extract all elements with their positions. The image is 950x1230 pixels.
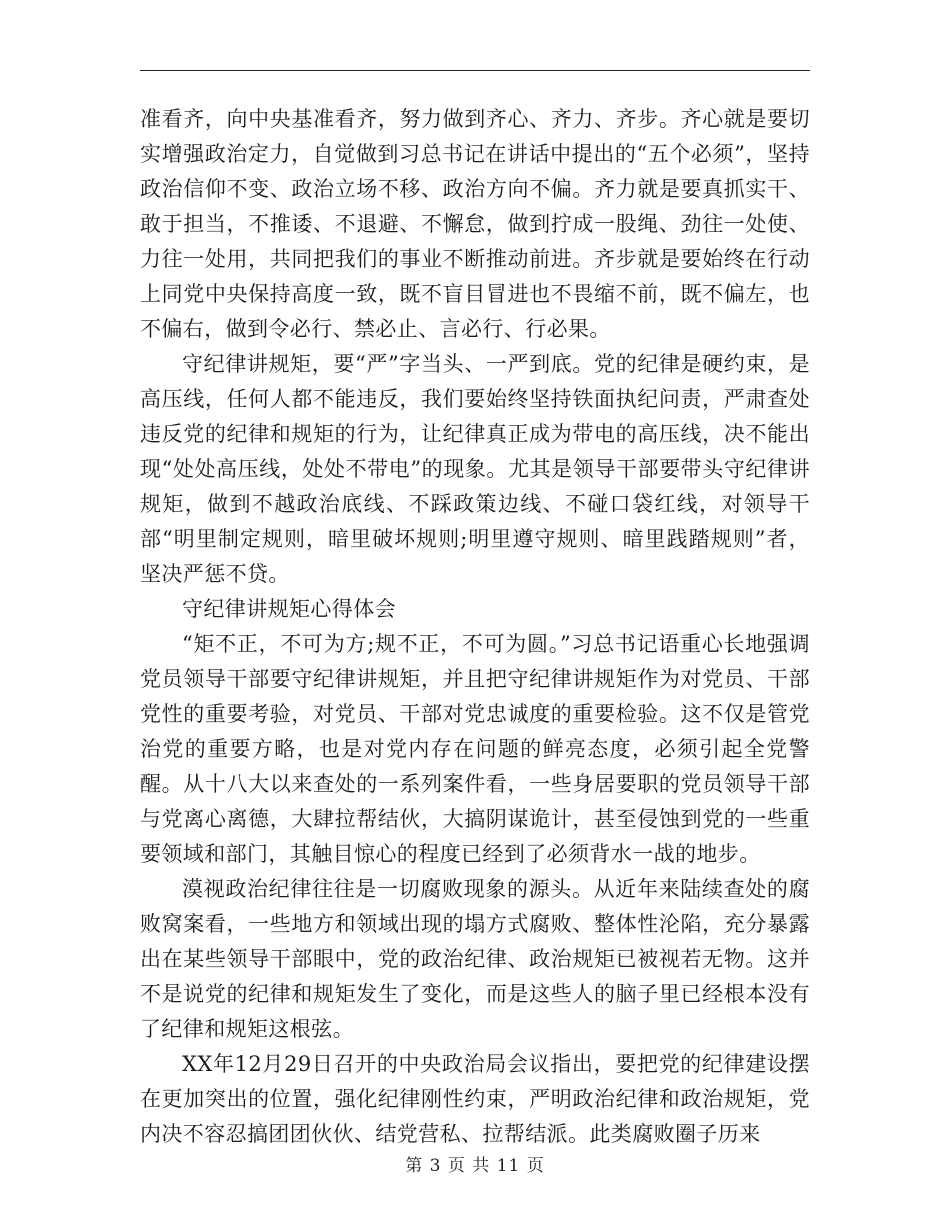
paragraph-2: 守纪律讲规矩，要“严”字当头、一严到底。党的纪律是硬约束，是高压线，任何人都不能违反，我们要始终坚持铁面执纪问责，严肃查处违反党的纪律和规矩的行为，让纪律真正成为带电的高压线，决不能出现“处处高压线，处处不带电”的现象。尤其是领导干部要带头守纪律讲规矩，做到不越政治底线、不踩政策边线、不碰口袋红线，对领导干部“明里制定规则，暗里破坏规则;明里遵守规则、暗里践踏规则”者，坚决严惩不贷。 — [140, 352, 810, 586]
paragraph-4: “矩不正，不可为方;规不正，不可为圆。”习总书记语重心长地强调党员领导干部要守纪律讲规矩，并且把守纪律讲规矩作为对党员、干部党性的重要考验，对党员、干部对党忠诚度的重要检验。这不仅是管党治党的重要方略，也是对党内存在问题的鲜亮态度，必须引起全党警醒。从十八大以来查处的一系列案件看，一些身居要职的党员领导干部与党离心离德，大肆拉帮结伙，大搞阴谋诡计，甚至侵蚀到党的一些重要领域和部门，其触目惊心的程度已经到了必须背水一战的地步。 — [140, 632, 810, 866]
page-number: 第 3 页 共 11 页 — [405, 1156, 545, 1176]
paragraph-6: XX年12月29日召开的中央政治局会议指出，要把党的纪律建设摆在更加突出的位置，强化纪律刚性约束，严明政治纪律和政治规矩，党内决不容忍搞团团伙伙、结党营私、拉帮结派。此类腐败圈子历来 — [140, 1052, 810, 1146]
paragraph-5: 漠视政治纪律往往是一切腐败现象的源头。从近年来陆续查处的腐败窝案看，一些地方和领域出现的塌方式腐败、整体性沦陷，充分暴露出在某些领导干部眼中，党的政治纪律、政治规矩已被视若无物。这并不是说党的纪律和规矩发生了变化，而是这些人的脑子里已经根本没有了纪律和规矩这根弦。 — [140, 877, 810, 1041]
document-body — [140, 102, 810, 1152]
paragraph-1: 准看齐，向中央基准看齐，努力做到齐心、齐力、齐步。齐心就是要切实增强政治定力，自觉做到习总书记在讲话中提出的“五个必须”，坚持政治信仰不变、政治立场不移、政治方向不偏。齐力就是要真抓实干、敢于担当，不推诿、不退避、不懈怠，做到拧成一股绳、劲往一处使、力往一处用，共同把我们的事业不断推动前进。齐步就是要始终在行动上同党中央保持高度一致，既不盲目冒进也不畏缩不前，既不偏左，也不偏右，做到令必行、禁必止、言必行、行必果。 — [140, 107, 810, 341]
section-heading: 守纪律讲规矩心得体会 — [182, 597, 396, 621]
header-rule — [140, 70, 810, 71]
